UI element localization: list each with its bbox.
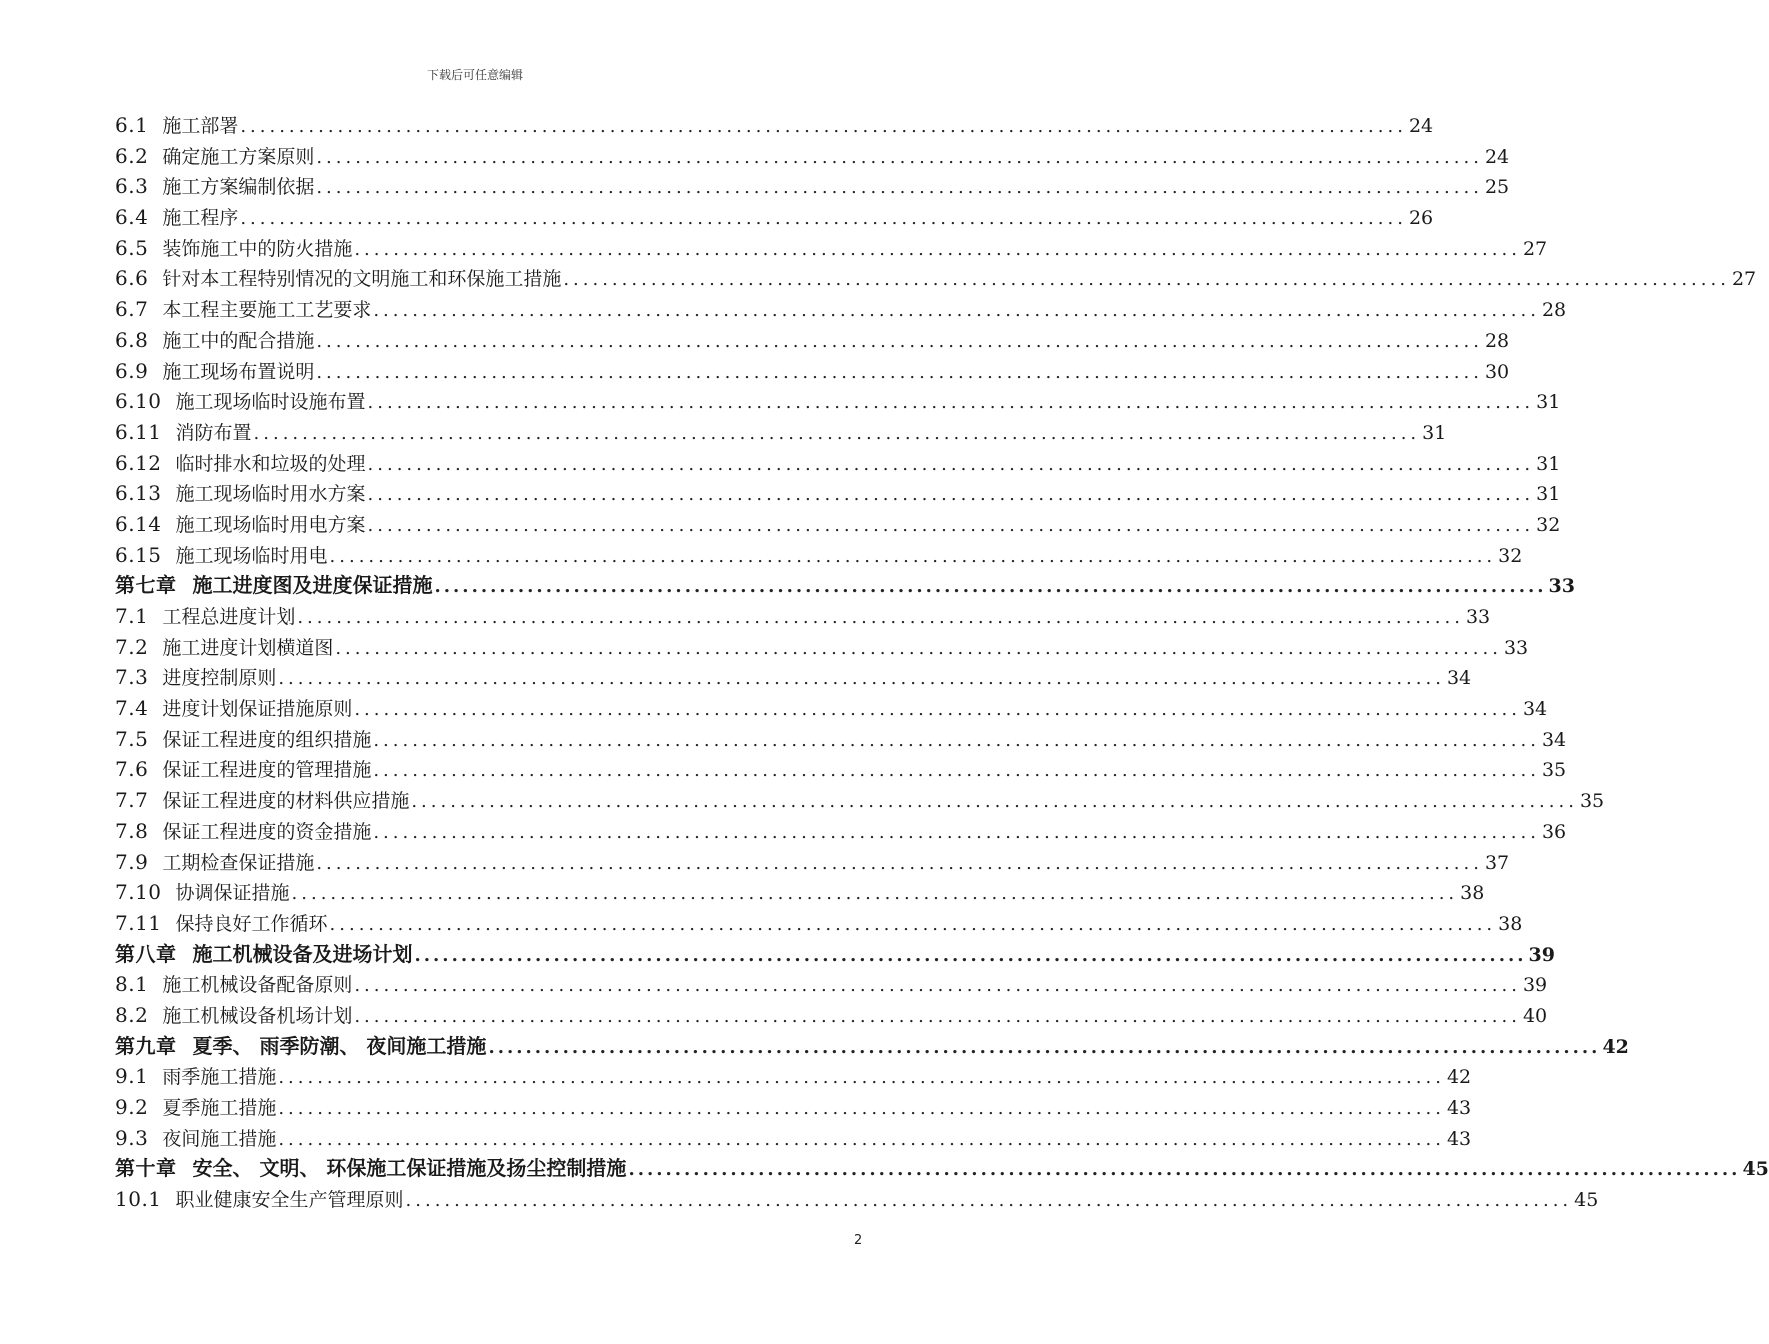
- toc-dot-leader: ........................................................................................................................: [354, 1005, 1521, 1027]
- toc-entry-title: 施工现场临时用水方案: [175, 483, 366, 506]
- toc-entry-page: 24: [1408, 115, 1434, 137]
- toc-dot-leader: ........................................................................................................................: [367, 484, 1535, 506]
- toc-section-entry[interactable]: [115, 724, 1567, 755]
- toc-entry-number: 10.1: [115, 1187, 162, 1212]
- toc-entry-number: 7.3: [115, 665, 149, 690]
- toc-entry-page: 33: [1503, 636, 1529, 659]
- toc-section-entry[interactable]: [115, 877, 1485, 908]
- toc-entry-number: 6.9: [115, 358, 149, 383]
- toc-section-entry[interactable]: [115, 1184, 1599, 1215]
- toc-chapter-entry[interactable]: [115, 1031, 1629, 1062]
- toc-entry-number: 6.7: [115, 297, 149, 322]
- toc-dot-leader: ........................................................................................................................: [405, 1190, 1573, 1212]
- toc-dot-leader: ........................................................................................................................: [414, 944, 1527, 966]
- toc-entry-title: 夏季、 雨季防潮、 夜间施工措施: [192, 1033, 487, 1058]
- toc-entry-title: 装饰施工中的防火措施: [162, 237, 353, 260]
- toc-entry-page: 25: [1484, 176, 1510, 199]
- toc-dot-leader: ........................................................................................................................: [278, 1098, 1445, 1119]
- toc-section-entry[interactable]: [115, 141, 1510, 172]
- toc-entry-title: 施工方案编制依据: [162, 176, 315, 199]
- toc-entry-number: 6.11: [115, 419, 162, 444]
- toc-entry-title: 施工现场临时用电方案: [175, 513, 366, 536]
- toc-dot-leader: ........................................................................................................................: [373, 729, 1540, 751]
- toc-entry-title: 协调保证措施: [175, 882, 290, 905]
- toc-dot-leader: ........................................................................................................................: [628, 1159, 1741, 1181]
- toc-entry-title: 安全、 文明、 环保施工保证措施及扬尘控制措施: [192, 1156, 627, 1181]
- toc-entry-number: 8.2: [115, 1002, 149, 1027]
- toc-entry-number: 6.10: [115, 389, 162, 414]
- toc-entry-number: 7.4: [115, 696, 149, 721]
- toc-section-entry[interactable]: [115, 110, 1434, 141]
- toc-entry-title: 施工中的配合措施: [162, 329, 315, 352]
- toc-entry-number: 6.4: [115, 205, 149, 230]
- toc-dot-leader: ........................................................................................................................: [291, 883, 1459, 905]
- toc-dot-leader: ........................................................................................................................: [373, 760, 1540, 782]
- toc-entry-title: 施工机械设备及进场计划: [192, 941, 413, 966]
- toc-entry-page: 34: [1446, 667, 1472, 690]
- toc-section-entry[interactable]: [115, 785, 1605, 816]
- toc-dot-leader: ........................................................................................................................: [367, 514, 1535, 536]
- toc-entry-page: 35: [1579, 790, 1605, 813]
- toc-section-entry[interactable]: [115, 448, 1561, 479]
- toc-section-entry[interactable]: [115, 417, 1447, 448]
- toc-chapter-entry[interactable]: [115, 939, 1555, 970]
- toc-entry-page: 42: [1446, 1066, 1472, 1089]
- toc-entry-title: 消防布置: [175, 421, 252, 444]
- toc-dot-leader: ........................................................................................................................: [373, 821, 1540, 843]
- toc-entry-title: 临时排水和垃圾的处理: [175, 452, 366, 475]
- toc-entry-number: 8.1: [115, 972, 149, 997]
- toc-dot-leader: ........................................................................................................................: [329, 545, 1497, 567]
- toc-entry-number: 6.2: [115, 143, 149, 168]
- toc-section-entry[interactable]: [115, 356, 1510, 387]
- toc-dot-leader: ........................................................................................................................: [329, 913, 1497, 935]
- toc-section-entry[interactable]: [115, 632, 1529, 663]
- toc-entry-page: 26: [1408, 207, 1434, 230]
- toc-dot-leader: ........................................................................................................................: [278, 668, 1445, 690]
- toc-section-entry[interactable]: [115, 908, 1523, 939]
- toc-entry-page: 33: [1465, 606, 1491, 628]
- toc-entry-title: 本工程主要施工工艺要求: [162, 299, 372, 322]
- toc-entry-number: 7.10: [115, 880, 162, 905]
- toc-entry-page: 42: [1602, 1035, 1629, 1058]
- toc-section-entry[interactable]: [115, 601, 1491, 632]
- toc-entry-title: 保证工程进度的材料供应措施: [162, 790, 410, 813]
- toc-entry-title: 进度计划保证措施原则: [162, 698, 353, 721]
- toc-dot-leader: ........................................................................................................................: [354, 699, 1521, 721]
- toc-entry-title: 夜间施工措施: [162, 1127, 277, 1150]
- toc-entry-page: 40: [1522, 1004, 1548, 1027]
- toc-entry-page: 39: [1528, 943, 1555, 966]
- toc-chapter-entry[interactable]: [115, 570, 1575, 601]
- toc-entry-page: 45: [1742, 1158, 1769, 1181]
- toc-entry-number: 第八章: [115, 941, 177, 966]
- toc-section-entry[interactable]: [115, 969, 1548, 1000]
- toc-entry-title: 工期检查保证措施: [162, 851, 315, 874]
- toc-entry-number: 6.5: [115, 235, 149, 260]
- toc-dot-leader: ........................................................................................................................: [373, 300, 1540, 322]
- toc-entry-page: 43: [1446, 1097, 1472, 1119]
- toc-entry-title: 雨季施工措施: [162, 1066, 277, 1089]
- toc-entry-page: 32: [1536, 513, 1561, 536]
- toc-entry-number: 7.7: [115, 788, 149, 813]
- toc-dot-leader: ........................................................................................................................: [278, 1128, 1445, 1150]
- toc-section-entry[interactable]: [115, 540, 1523, 571]
- toc-entry-page: 28: [1484, 329, 1510, 352]
- toc-entry-title: 施工进度计划横道图: [162, 636, 334, 659]
- toc-entry-title: 确定施工方案原则: [162, 145, 315, 168]
- toc-entry-title: 进度控制原则: [162, 667, 277, 690]
- toc-entry-page: 43: [1446, 1127, 1472, 1150]
- toc-dot-leader: ........................................................................................................................: [411, 791, 1578, 813]
- toc-entry-title: 保证工程进度的组织措施: [162, 728, 372, 751]
- toc-entry-page: 34: [1522, 698, 1548, 721]
- toc-entry-page: 27: [1522, 237, 1548, 260]
- toc-section-entry[interactable]: [115, 1061, 1472, 1092]
- toc-section-entry[interactable]: [115, 1123, 1472, 1154]
- toc-dot-leader: ........................................................................................................................: [316, 146, 1483, 168]
- toc-entry-page: 33: [1548, 575, 1575, 598]
- toc-entry-number: 6.15: [115, 542, 162, 567]
- toc-entry-title: 施工进度图及进度保证措施: [192, 573, 433, 598]
- toc-entry-title: 施工现场临时用电: [175, 544, 328, 567]
- toc-entry-page: 28: [1541, 299, 1567, 322]
- toc-entry-number: 6.3: [115, 174, 149, 199]
- toc-entry-page: 38: [1498, 912, 1523, 935]
- toc-entry-number: 6.13: [115, 481, 162, 506]
- toc-entry-page: 39: [1522, 974, 1548, 997]
- toc-entry-page: 36: [1541, 820, 1567, 843]
- toc-chapter-entry[interactable]: [115, 1153, 1769, 1184]
- toc-dot-leader: ........................................................................................................................: [253, 422, 1421, 444]
- toc-dot-leader: ........................................................................................................................: [297, 607, 1464, 628]
- toc-dot-leader: ........................................................................................................................: [316, 177, 1483, 199]
- toc-entry-number: 6.6: [115, 266, 149, 291]
- toc-dot-leader: ........................................................................................................................: [367, 392, 1535, 414]
- toc-entry-page: 31: [1536, 452, 1561, 475]
- page-number: 2: [854, 1233, 863, 1248]
- toc-entry-title: 针对本工程特别情况的文明施工和环保施工措施: [162, 268, 562, 291]
- toc-entry-number: 7.2: [115, 634, 149, 659]
- toc-section-entry[interactable]: [115, 202, 1434, 233]
- toc-entry-number: 第十章: [115, 1156, 177, 1181]
- toc-entry-title: 施工部署: [162, 115, 239, 137]
- toc-entry-title: 施工现场临时设施布置: [175, 391, 366, 414]
- toc-section-entry[interactable]: [115, 325, 1510, 356]
- toc-dot-leader: ........................................................................................................................: [354, 975, 1521, 997]
- toc-section-entry[interactable]: [115, 386, 1561, 417]
- toc-dot-leader: ........................................................................................................................: [316, 361, 1483, 383]
- toc-entry-number: 7.5: [115, 726, 149, 751]
- toc-dot-leader: ........................................................................................................................: [278, 1067, 1445, 1089]
- toc-entry-page: 35: [1541, 759, 1567, 782]
- toc-entry-title: 施工机械设备机场计划: [162, 1004, 353, 1027]
- toc-entry-title: 保证工程进度的资金措施: [162, 820, 372, 843]
- toc-entry-number: 6.1: [115, 113, 149, 137]
- toc-entry-title: 施工机械设备配备原则: [162, 974, 353, 997]
- toc-entry-page: 38: [1460, 882, 1485, 905]
- toc-entry-page: 45: [1574, 1189, 1599, 1212]
- toc-entry-number: 9.3: [115, 1125, 149, 1150]
- toc-section-entry[interactable]: [115, 662, 1472, 693]
- toc-entry-page: 31: [1422, 421, 1447, 444]
- toc-section-entry[interactable]: [115, 171, 1510, 202]
- toc-entry-title: 夏季施工措施: [162, 1097, 277, 1119]
- toc-entry-number: 6.8: [115, 327, 149, 352]
- toc-entry-title: 保持良好工作循环: [175, 912, 328, 935]
- toc-dot-leader: ........................................................................................................................: [563, 269, 1730, 291]
- toc-section-entry[interactable]: [115, 233, 1548, 264]
- toc-entry-number: 第九章: [115, 1033, 177, 1058]
- toc-entry-number: 第七章: [115, 573, 177, 598]
- toc-entry-page: 24: [1484, 145, 1510, 168]
- toc-dot-leader: ........................................................................................................................: [434, 576, 1547, 598]
- toc-entry-title: 施工程序: [162, 207, 239, 230]
- toc-section-entry[interactable]: [115, 478, 1561, 509]
- toc-section-entry[interactable]: [115, 754, 1567, 785]
- toc-entry-title: 工程总进度计划: [162, 606, 296, 628]
- toc-section-entry[interactable]: [115, 1000, 1548, 1031]
- toc-entry-number: 7.6: [115, 757, 149, 782]
- toc-section-entry[interactable]: [115, 847, 1510, 878]
- toc-entry-number: 7.1: [115, 604, 149, 628]
- toc-entry-page: 37: [1484, 851, 1510, 874]
- toc-entry-number: 7.11: [115, 910, 162, 935]
- toc-section-entry[interactable]: [115, 1092, 1472, 1123]
- toc-entry-page: 31: [1536, 391, 1561, 414]
- toc-entry-title: 职业健康安全生产管理原则: [175, 1189, 404, 1212]
- toc-section-entry[interactable]: [115, 294, 1567, 325]
- toc-dot-leader: ........................................................................................................................: [240, 208, 1407, 230]
- toc-section-entry[interactable]: [115, 263, 1757, 294]
- toc-section-entry[interactable]: [115, 816, 1567, 847]
- page-header: 下载后可任意编辑: [426, 68, 523, 82]
- toc-dot-leader: ........................................................................................................................: [488, 1036, 1601, 1058]
- table-of-contents: [115, 110, 1769, 1215]
- toc-dot-leader: ........................................................................................................................: [316, 852, 1483, 874]
- toc-entry-number: 6.14: [115, 511, 162, 536]
- toc-entry-page: 31: [1536, 483, 1561, 506]
- toc-entry-number: 7.8: [115, 818, 149, 843]
- toc-entry-page: 32: [1498, 544, 1523, 567]
- toc-section-entry[interactable]: [115, 509, 1561, 540]
- toc-entry-number: 9.2: [115, 1095, 149, 1119]
- toc-dot-leader: ........................................................................................................................: [367, 453, 1535, 475]
- toc-entry-title: 保证工程进度的管理措施: [162, 759, 372, 782]
- toc-entry-number: 9.1: [115, 1064, 149, 1089]
- toc-entry-number: 6.12: [115, 450, 162, 475]
- toc-dot-leader: ........................................................................................................................: [240, 116, 1407, 137]
- toc-entry-page: 27: [1731, 268, 1757, 291]
- toc-dot-leader: ........................................................................................................................: [316, 330, 1483, 352]
- toc-entry-page: 34: [1541, 728, 1567, 751]
- toc-entry-number: 7.9: [115, 849, 149, 874]
- toc-dot-leader: ........................................................................................................................: [335, 637, 1502, 659]
- toc-section-entry[interactable]: [115, 693, 1548, 724]
- toc-entry-page: 30: [1484, 360, 1510, 383]
- toc-entry-title: 施工现场布置说明: [162, 360, 315, 383]
- toc-dot-leader: ........................................................................................................................: [354, 238, 1521, 260]
